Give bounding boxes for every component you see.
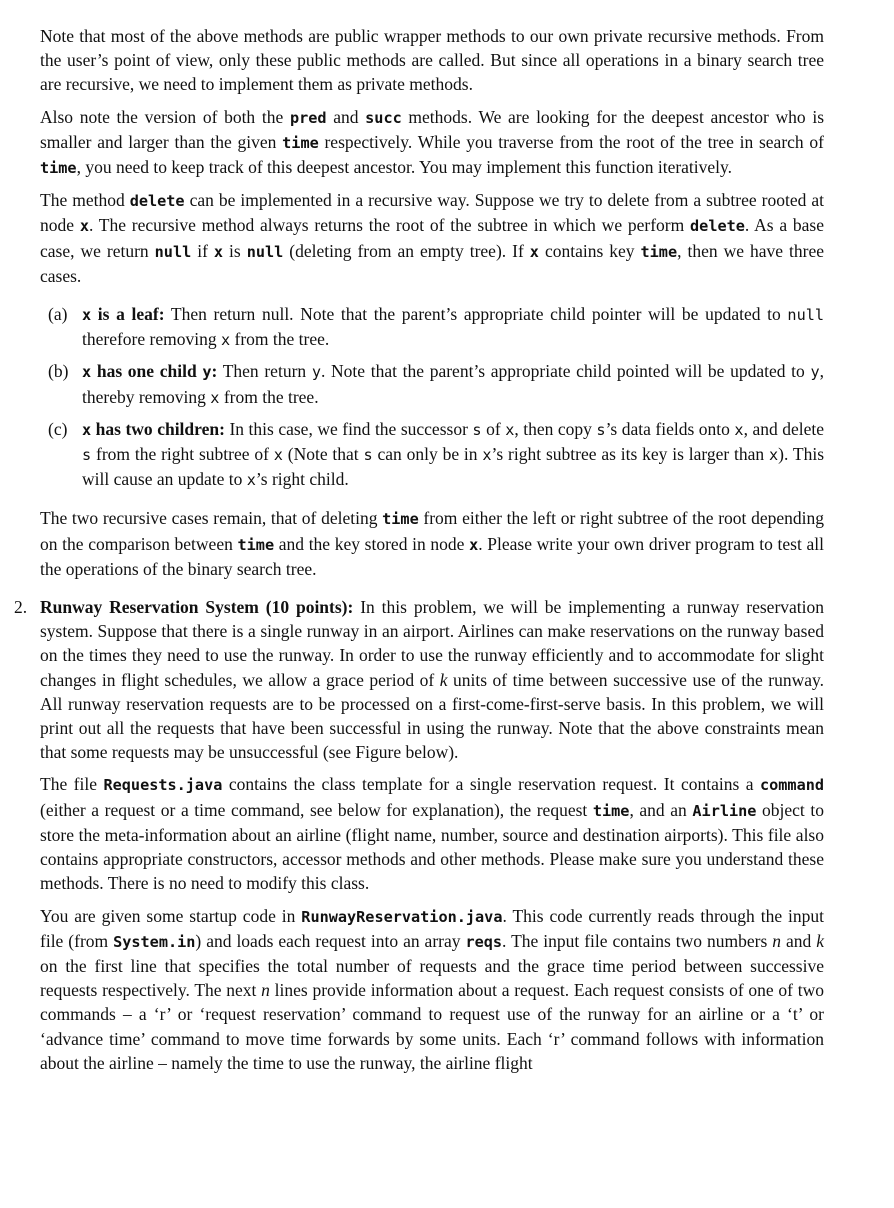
text: The two recursive cases remain, that of deleting bbox=[40, 508, 383, 529]
code-time: time bbox=[282, 133, 319, 152]
code-x: x bbox=[210, 388, 220, 407]
text: , and an bbox=[629, 799, 693, 820]
code-time: time bbox=[640, 242, 678, 261]
code-y: y bbox=[810, 363, 820, 382]
text: In this problem, we will be implementing a runway reservation system. Suppose that there is a single runway in an airport. Airlines can make reservations on the runway based on the times they need to use the runway. In order to use the runway efficiently and to accommodate for slight changes in flight schedules, we allow a grace period of bbox=[40, 597, 825, 690]
case-heading bbox=[82, 304, 165, 324]
text: , then we have three cases. bbox=[40, 240, 824, 286]
text: therefore removing bbox=[82, 329, 221, 350]
case-label: (b) bbox=[48, 361, 69, 382]
code-time: time bbox=[592, 801, 630, 820]
paragraph-wrapper-methods: Note that most of the above methods are public wrapper methods to our own private recursive methods. From the user’s point of view, only these public methods are called. But since all operations in a binary search tree are recursive, we need to implement them as private methods. bbox=[40, 26, 824, 95]
problem-number: 2. bbox=[14, 597, 28, 618]
problem-2 bbox=[14, 595, 825, 1075]
text: from the right subtree of bbox=[91, 444, 274, 465]
text: Then return bbox=[217, 361, 312, 382]
text: lines provide information about a request. Each request consists of one of two commands – a ‘r’ or ‘request reservation’ command to request use of the runway for an airline or a ‘t’ or ‘advance time’ command to move time forwards by some units. Each ‘r’ command follows with information about the airline – namely the time to use the runway, the airline flight bbox=[40, 980, 824, 1073]
case-heading bbox=[82, 361, 217, 381]
code-null: null bbox=[246, 242, 284, 261]
code-airline: Airline bbox=[692, 801, 757, 820]
code-s: s bbox=[472, 420, 482, 439]
case-label: (c) bbox=[48, 418, 68, 439]
text: of bbox=[481, 418, 506, 439]
text: . The recursive method always returns the root of the subtree in which we perform bbox=[88, 215, 691, 236]
text: has two children: bbox=[91, 418, 225, 439]
code-s: s bbox=[363, 446, 373, 465]
math-k: k bbox=[816, 930, 824, 951]
code-time: time bbox=[237, 535, 275, 554]
text: and the key stored in node bbox=[274, 533, 470, 554]
text: (deleting from an empty tree). If bbox=[283, 240, 530, 261]
text: (either a request or a time command, see below for explanation), the request bbox=[40, 799, 593, 820]
code-runway-reservation-java: RunwayReservation.java bbox=[301, 907, 503, 926]
text: The method bbox=[40, 190, 130, 211]
code-x: x bbox=[505, 420, 515, 439]
paragraph-startup-code bbox=[40, 904, 824, 1075]
code-x: x bbox=[482, 446, 492, 465]
code-pred: pred bbox=[289, 108, 327, 127]
code-x: x bbox=[273, 446, 283, 465]
code-system-in: System.in bbox=[113, 932, 196, 951]
code-s: s bbox=[596, 420, 606, 439]
code-reqs: reqs bbox=[465, 932, 503, 951]
code-x: x bbox=[469, 535, 479, 554]
code-s: s bbox=[82, 446, 92, 465]
text: ’s right child. bbox=[255, 469, 349, 490]
case-heading bbox=[82, 419, 225, 439]
problem-heading: Runway Reservation System (10 points): bbox=[40, 597, 354, 618]
text: ’s right subtree as its key is larger than bbox=[491, 444, 770, 465]
code-x: x bbox=[529, 242, 539, 261]
code-time: time bbox=[382, 510, 419, 529]
text: is bbox=[223, 240, 247, 261]
text: from the tree. bbox=[219, 386, 319, 407]
math-n: n bbox=[772, 930, 781, 951]
code-requests-java: Requests.java bbox=[103, 776, 223, 795]
text: ) and loads each request into an array bbox=[195, 930, 466, 951]
text: . Please write your own driver program to test all the operations of the binary search tree. bbox=[40, 533, 825, 579]
text: . Note that the parent’s appropriate child pointed will be updated to bbox=[320, 361, 811, 382]
code-y: y bbox=[202, 363, 212, 382]
text: . This code currently reads through the input file (from bbox=[40, 905, 824, 951]
text: has one child bbox=[91, 361, 203, 382]
case-leaf bbox=[40, 302, 824, 352]
text: object to store the meta-information about an airline (flight name, number, source and destination airports). This file also contains appropriate constructors, accessor methods and other methods. Please make sure you understand these methods. There is no need to modify this class. bbox=[40, 799, 824, 894]
text: ’s data fields onto bbox=[605, 418, 735, 439]
text: . The input file contains two numbers bbox=[502, 930, 773, 951]
text: if bbox=[191, 240, 214, 261]
document-page bbox=[14, 24, 825, 1083]
code-x: x bbox=[769, 446, 779, 465]
text: can only be in bbox=[372, 444, 483, 465]
code-x: x bbox=[220, 331, 231, 350]
case-one-child bbox=[40, 359, 824, 409]
text: ). This will cause an update to bbox=[82, 444, 825, 490]
text: , then copy bbox=[514, 418, 597, 439]
code-x: x bbox=[82, 306, 92, 325]
text: (Note that bbox=[282, 444, 364, 465]
case-label: (a) bbox=[48, 304, 68, 325]
paragraph-recursive-cases bbox=[40, 506, 824, 581]
text: and bbox=[780, 930, 817, 951]
paragraph-requests-file bbox=[40, 772, 824, 895]
code-command: command bbox=[760, 776, 825, 795]
code-null: null bbox=[787, 306, 824, 325]
text: You are given some startup code in bbox=[40, 905, 302, 926]
text: : bbox=[211, 361, 218, 382]
text: is a leaf: bbox=[91, 304, 165, 325]
text: Then return null. Note that the parent’s appropriate child pointer will be updated to bbox=[164, 304, 788, 325]
code-x: x bbox=[82, 420, 92, 439]
text: on the first line that specifies the total number of requests and the grace time period between successive requests respectively. The next bbox=[40, 955, 824, 1001]
text: In this case, we find the successor bbox=[224, 418, 473, 439]
code-y: y bbox=[311, 363, 321, 382]
text: contains key bbox=[538, 240, 641, 261]
code-x: x bbox=[79, 217, 89, 236]
paragraph-delete bbox=[40, 188, 824, 288]
text: . As a base case, we return bbox=[40, 215, 824, 261]
text: from the tree. bbox=[230, 329, 330, 350]
code-delete: delete bbox=[129, 192, 185, 211]
text: Also note the version of both the bbox=[40, 106, 290, 127]
math-k: k bbox=[439, 669, 448, 690]
case-two-children bbox=[40, 417, 824, 493]
text: can be implemented in a recursive way. Suppose we try to delete from a subtree rooted at node bbox=[40, 190, 824, 236]
text: and bbox=[326, 106, 366, 127]
text: from either the left or right subtree of the root depending on the comparison between bbox=[40, 508, 824, 554]
code-x: x bbox=[82, 363, 92, 382]
text: , and delete bbox=[743, 418, 825, 439]
code-x: x bbox=[213, 242, 224, 261]
code-time: time bbox=[40, 159, 77, 178]
code-x: x bbox=[246, 471, 256, 490]
text: respectively. While you traverse from the root of the tree in search of bbox=[318, 131, 824, 152]
text: methods. We are looking for the deepest ancestor who is smaller and larger than the given bbox=[40, 106, 825, 152]
text: , thereby removing bbox=[82, 361, 824, 407]
text: units of time between successive use of the runway. All runway reservation requests are to be processed on a first-come-first-serve basis. In this problem, we will print out all the requests that have been successful in using the runway. Note that the above constraints mean that some requests may be unsuccessful (see Figure below). bbox=[40, 669, 825, 763]
delete-cases-list bbox=[40, 302, 824, 492]
code-succ: succ bbox=[365, 108, 402, 127]
math-n: n bbox=[261, 980, 270, 1001]
code-null: null bbox=[154, 242, 192, 261]
paragraph-pred-succ bbox=[40, 105, 824, 181]
text: contains the class template for a single reservation request. It contains a bbox=[222, 774, 760, 795]
paragraph-runway-intro bbox=[40, 595, 824, 764]
text: The file bbox=[40, 774, 104, 795]
code-x: x bbox=[734, 420, 744, 439]
text: , you need to keep track of this deepest ancestor. You may implement this function iteratively. bbox=[76, 157, 733, 178]
code-delete: delete bbox=[690, 217, 745, 236]
